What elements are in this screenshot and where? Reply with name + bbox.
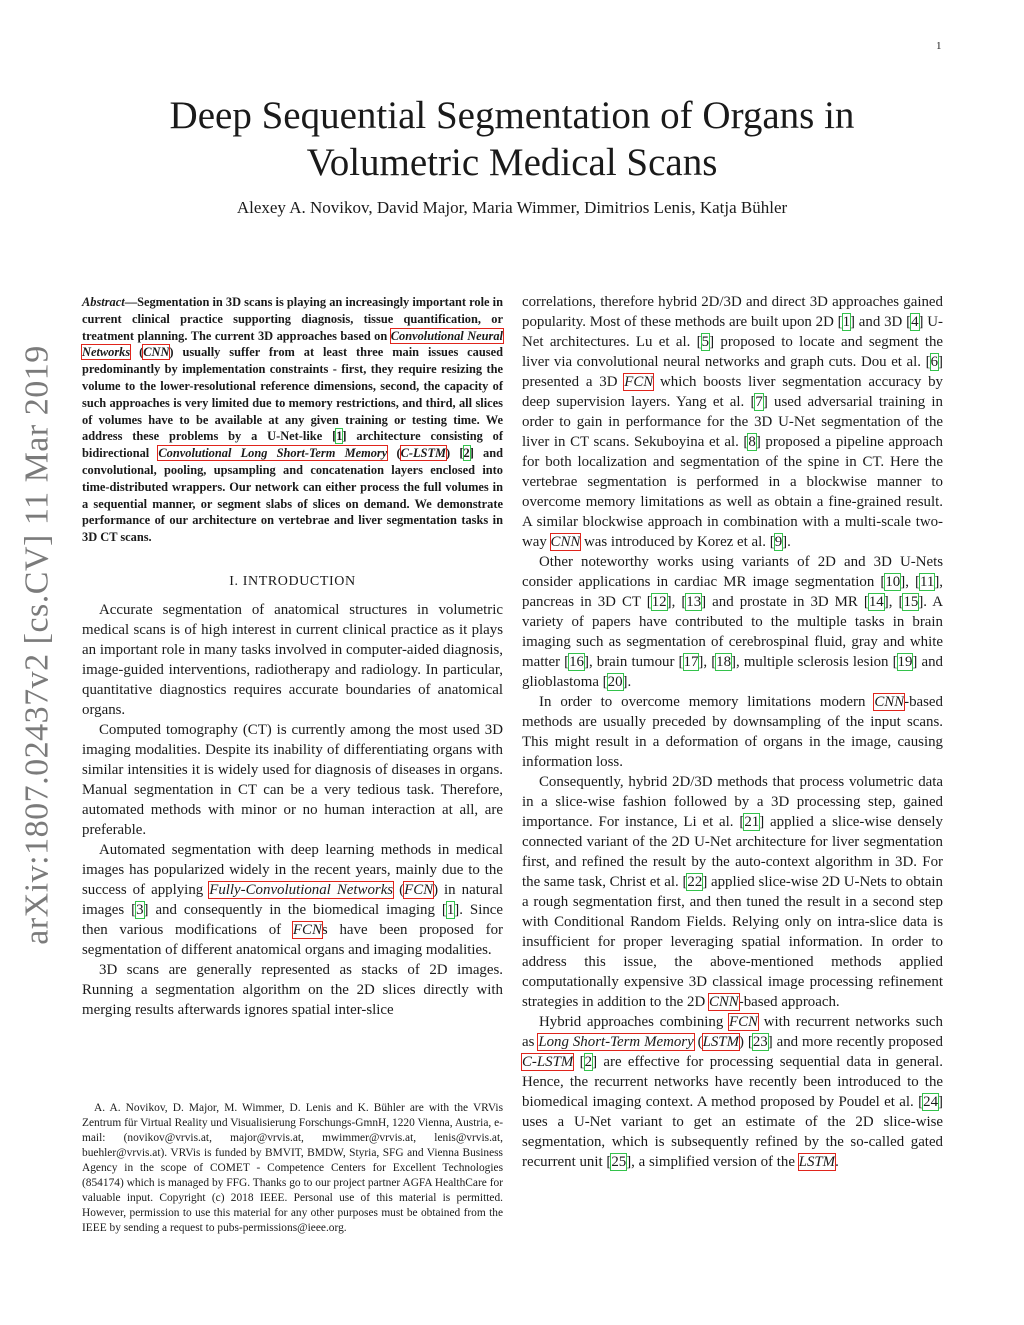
citation-link[interactable]: 17 — [683, 654, 699, 670]
glossary-link[interactable]: CNN — [708, 994, 739, 1010]
glossary-link[interactable]: Convolutional Long Short-Term Memory — [158, 446, 388, 461]
citation-link[interactable]: 24 — [923, 1094, 939, 1110]
author-list: Alexey A. Novikov, David Major, Maria Wimmer, Dimitrios Lenis, Katja Bühler — [236, 198, 788, 217]
glossary-link[interactable]: FCN — [292, 921, 322, 938]
abstract-text: —Segmentation in 3D scans is playing an increasingly important role in current clinical practice supporting diagnosis, tissue quantification, or treatment planning. The current 3D approaches based on Convolutional Neural Networks (CNN) usually suffer from at least three main issues caused predominantly by implementation constraints - first, they require resizing the volume to the lower-resolutional reference dimensions, second, the capacity of such approaches is very limited due to memory restrictions, and third, all slices of volumes have to be available at any given training or testing time. We address these problems by a U-Net-like [1] architecture consisting of bidirectional Convolutional Long Short-Term Memory (C-LSTM) [2] and convolutional, pooling, upsampling and concatenation layers enclosed into time-distributed wrappers. Our network can either process the full volumes in a sequential manner, or segment slabs of slices on demand. We demonstrate performance of our architecture on vertebrae and liver segmentation tasks in 3D CT scans. — [82, 295, 504, 545]
arxiv-identifier-text: arXiv:1807.02437v2 [cs.CV] 11 Mar 2019 — [18, 345, 56, 945]
citation-link[interactable]: 2 — [463, 446, 470, 461]
body-paragraph: 3D scans are generally represented as stacks of 2D images. Running a segmentation algorithm on the 2D slices directly with merging results afterwards ignores spatial inter-slice — [82, 961, 503, 1018]
body-paragraph: In order to overcome memory limitations modern CNN-based methods are usually preceded by downsampling of the input scans. This might result in a deformation of organs in the image, causing information loss. — [522, 694, 943, 770]
abstract-label: Abstract — [82, 295, 125, 309]
citation-link[interactable]: 1 — [842, 314, 851, 330]
section-heading-introduction: I. INTRODUCTION — [229, 573, 356, 589]
citation-link[interactable]: 22 — [687, 874, 703, 890]
introduction-left-body — [82, 600, 503, 1020]
citation-link[interactable]: 2 — [584, 1054, 593, 1070]
glossary-link[interactable]: FCN — [624, 374, 654, 390]
glossary-link[interactable]: C-LSTM — [400, 446, 447, 461]
body-paragraph: Automated segmentation with deep learning methods in medical images has popularized widely in the recent years, mainly due to the success of applying Fully-Convolutional Networks (FCN) in natural images [3] and consequently in the biomedical imaging [1]. Since then various modifications of FCNs have been proposed for segmentation of different anatomical organs and imaging modalities. — [82, 841, 504, 958]
glossary-link[interactable]: LSTM — [702, 1034, 739, 1050]
body-paragraph: correlations, therefore hybrid 2D/3D and direct 3D approaches gained popularity. Most of these methods are built upon 2D [1] and 3D [4] U-Net architectures. Lu et al. [5] proposed to locate and segment the liver via convolutional neural networks and graph cuts. Dou et al. [6] presented a 3D FCN which boosts liver segmentation accuracy by deep supervision layers. Yang et al. [7] used adversarial training in order to gain in performance for the 3D U-Net segmentation of the liver in CT scans. Sekuboyina et al. [8] proposed a pipeline approach for both localization and segmentation of the spine in CT. Here the vertebrae segmentation is performed in a blockwise manner to overcome memory limitations as well as obtain a fine-grained result. A similar blockwise approach in combination with a multi-scale two-way CNN was introduced by Korez et al. [9]. — [522, 294, 944, 550]
glossary-link[interactable]: Convolutional Neural Networks — [82, 328, 504, 360]
author-affiliation-footnote: A. A. Novikov, D. Major, M. Wimmer, D. Lenis and K. Bühler are with the VRVis Zentrum für Virtual Reality und Visualisierung Forschungs-GmnH, 1220 Vienna, Austria, e-mail: (novikov@vrvis.at, major@vrvis.at, mwimmer@vrvis.at, lenis@vrvis.at, buehler@vrvis.at). VRVis is funded by BMVIT, BMDW, Styria, SFG and Vienna Business Agency in the scope of COMET - Competence Centers for Excellent Technologies (854174) which is managed by FFG. Thanks go to our project partner AGFA HealthCare for valuable input. Copyright (c) 2018 IEEE. Personal use of this material is permitted. However, permission to use this material for any other purposes must be obtained from the IEEE by sending a request to pubs-permissions@ieee.org. — [82, 1102, 503, 1234]
citation-link[interactable]: 9 — [774, 534, 783, 550]
left-column — [82, 294, 503, 1020]
citation-link[interactable]: 14 — [868, 594, 884, 610]
body-paragraph: Other noteworthy works using variants of 2D and 3D U-Nets consider applications in cardiac MR image segmentation [10], [11], pancreas in 3D CT [12], [13] and prostate in 3D MR [14], [15]. A variety of papers have contributed to the multiple tasks in brain imaging such as segmentation of cerebrospinal fluid, gray and white matter [16], brain tumour [17], [18], multiple sclerosis lesion [19] and glioblastoma [20]. — [522, 554, 944, 690]
citation-link[interactable]: 20 — [607, 674, 623, 690]
glossary-link[interactable]: CNN — [550, 534, 581, 550]
body-paragraph: Consequently, hybrid 2D/3D methods that process volumetric data in a slice-wise fashion followed by a 3D processing step, gained importance. For instance, Li et al. [21] applied a slice-wise densely connected variant of the 2D U-Net architecture for liver segmentation first, and refined the result by the auto-context algorithm in 3D. For the same task, Christ et al. [22] applied slice-wise 2D U-Nets to obtain a rough segmentation first, and then tuned the result in a second step with Conditional Random Fields. Relying only on intra-slice data is insufficient for proper leveraging spatial information. In order to address this issue, the above-mentioned methods applied computationally expensive 3D classical image processing refinement strategies in addition to the 2D CNN-based approach. — [522, 774, 943, 1010]
citation-link[interactable]: 11 — [919, 574, 935, 590]
citation-link[interactable]: 18 — [716, 654, 732, 670]
paper-title: Deep Sequential Segmentation of Organs in Volumetric Medical Scans — [169, 94, 855, 184]
glossary-link[interactable]: Long Short-Term Memory — [538, 1034, 694, 1050]
citation-link[interactable]: 5 — [701, 334, 710, 350]
citation-link[interactable]: 12 — [651, 594, 667, 610]
glossary-link[interactable]: FCN — [729, 1014, 758, 1030]
citation-link[interactable]: 13 — [686, 594, 702, 610]
glossary-link[interactable]: CNN — [143, 345, 170, 360]
citation-link[interactable]: 7 — [755, 394, 763, 410]
arxiv-identifier-stamp — [15, 345, 60, 945]
citation-link[interactable]: 1 — [446, 901, 455, 918]
glossary-link[interactable]: Fully-Convolutional Networks — [209, 881, 394, 898]
citation-link[interactable]: 10 — [885, 574, 901, 590]
glossary-link[interactable]: LSTM — [798, 1154, 836, 1170]
citation-link[interactable]: 16 — [569, 654, 584, 670]
citation-link[interactable]: 21 — [744, 814, 760, 830]
citation-link[interactable]: 4 — [911, 314, 919, 330]
page-number: 1 — [936, 40, 942, 52]
body-paragraph: Hybrid approaches combining FCN with recurrent networks such as Long Short-Term Memory (LSTM) [23] and more recently proposed C-LSTM [2] are effective for processing sequential data in general. Hence, the recurrent networks have recently been introduced to the biomedical imaging context. A method proposed by Poudel et al. [24] uses a U-Net variant to get an estimate of the 2D slice-wise segmentation, which is subsequently refined by the so-called gated recurrent unit [25], a simplified version of the LSTM. — [522, 1014, 943, 1170]
citation-link[interactable]: 25 — [611, 1154, 627, 1170]
citation-link[interactable]: 3 — [136, 901, 144, 918]
body-paragraph: Computed tomography (CT) is currently among the most used 3D imaging modalities. Despite its inability of differentiating organs with similar intensities it is widely used for diagnosis of diseases in organs. Manual segmentation in CT can be a very tedious task. Therefore, automated methods with minor or no human interaction at all, are preferable. — [82, 721, 503, 838]
glossary-link[interactable]: FCN — [404, 881, 434, 898]
body-paragraph: Accurate segmentation of anatomical structures in volumetric medical scans is of high interest in current clinical practice as it plays an important role in many tasks involved in computer-aided diagnosis, image-guided interventions, radiotherapy and radiology. In particular, quantitative diagnostics requires accurate boundaries of anatomical organs. — [82, 601, 503, 718]
abstract — [82, 294, 503, 546]
right-column — [522, 292, 943, 1172]
citation-link[interactable]: 23 — [752, 1034, 768, 1050]
citation-link[interactable]: 1 — [336, 429, 343, 444]
citation-link[interactable]: 15 — [903, 594, 919, 610]
glossary-link[interactable]: C-LSTM — [522, 1054, 574, 1070]
citation-link[interactable]: 6 — [930, 354, 939, 370]
citation-link[interactable]: 8 — [748, 434, 756, 450]
citation-link[interactable]: 19 — [897, 654, 913, 670]
glossary-link[interactable]: CNN — [874, 694, 905, 710]
